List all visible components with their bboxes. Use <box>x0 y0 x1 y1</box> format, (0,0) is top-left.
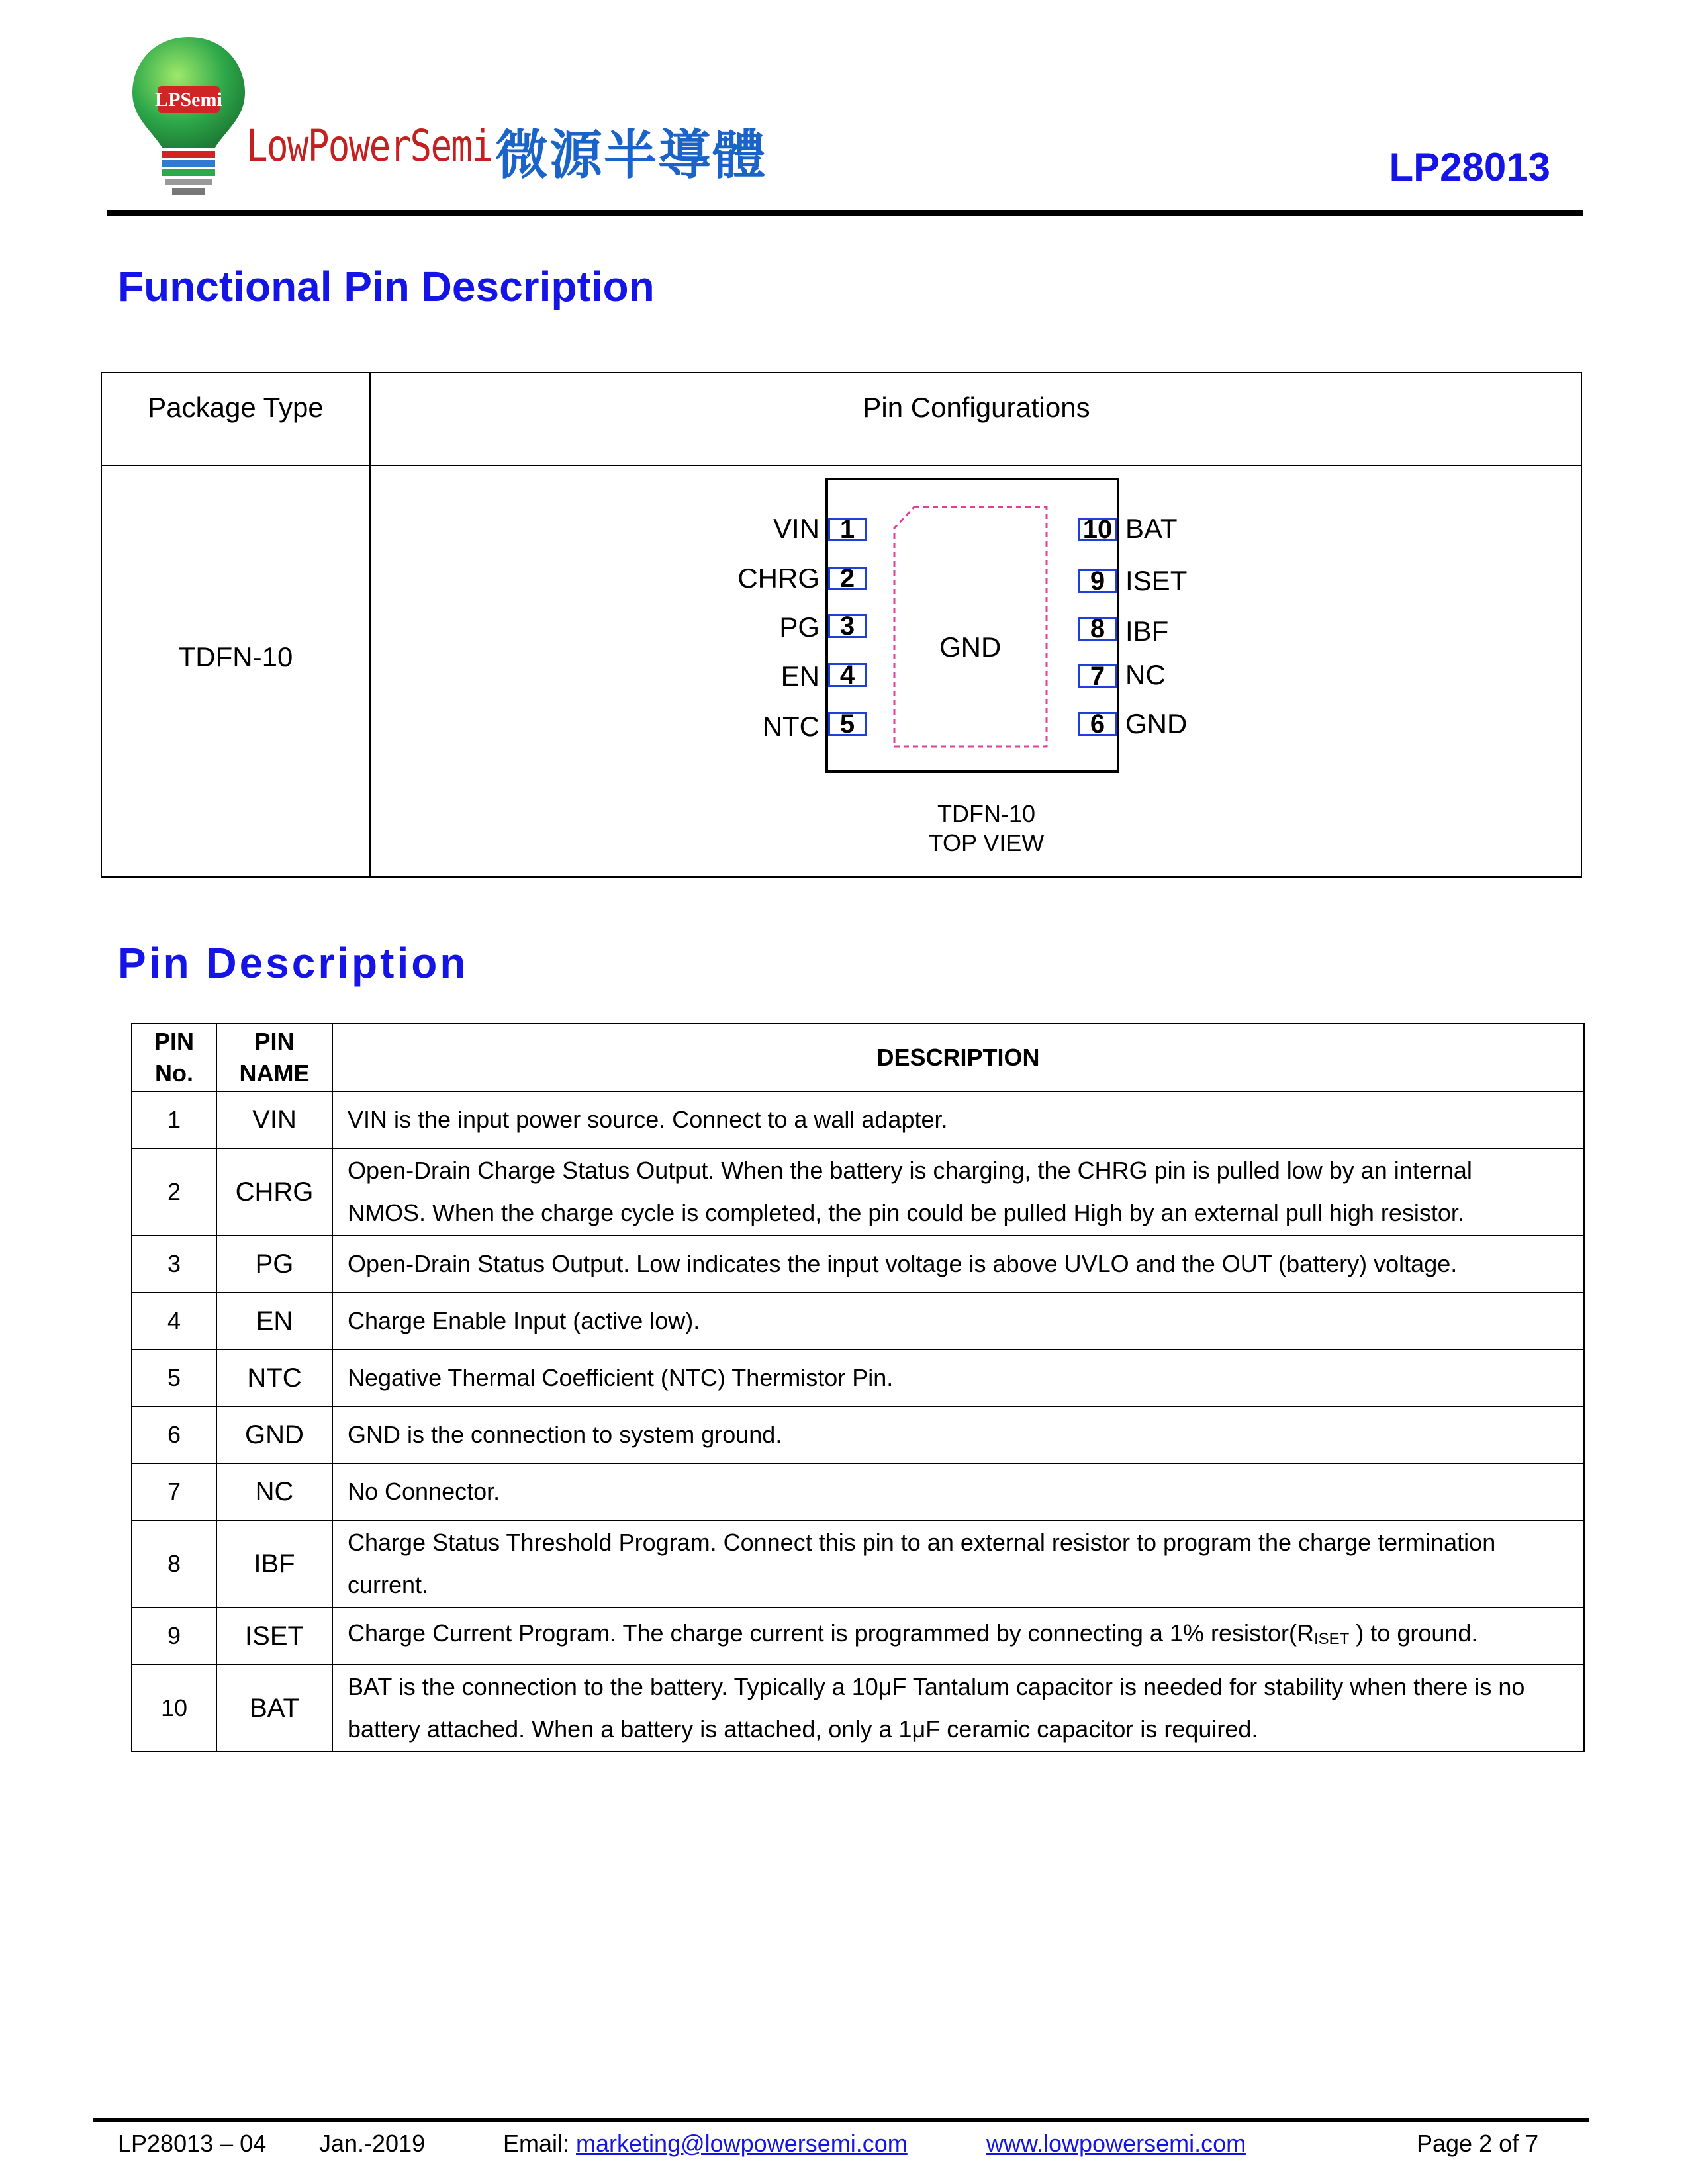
description-line: Open-Drain Status Output. Low indicates the input voltage is above UVLO and the OUT (battery) voltage. <box>348 1250 1458 1277</box>
pin-description <box>332 1463 1584 1520</box>
column-header-pin-configurations: Pin Configurations <box>863 392 1090 423</box>
pin-no: 5 <box>132 1349 216 1406</box>
pin-number-9: 9 <box>1078 569 1117 593</box>
table-row <box>132 1148 1584 1236</box>
table-row <box>132 1406 1584 1463</box>
pin-name: PG <box>216 1236 332 1293</box>
package-name: TDFN-10 <box>178 641 293 672</box>
pin-number-7: 7 <box>1078 664 1117 688</box>
pin-description <box>332 1091 1584 1148</box>
header-text: PIN <box>154 1028 194 1055</box>
pin-no: 10 <box>132 1664 216 1752</box>
header-text: No. <box>155 1060 193 1087</box>
caption-view: TOP VIEW <box>928 829 1045 856</box>
pin-description <box>332 1236 1584 1293</box>
pin-description <box>332 1293 1584 1349</box>
section-title-functional-pin-description: Functional Pin Description <box>118 263 655 310</box>
part-number: LP28013 <box>1389 145 1550 189</box>
pin-name: IBF <box>216 1520 332 1608</box>
pin-description <box>332 1148 1584 1236</box>
brand-name-chinese: 微源半導體 <box>495 124 767 186</box>
footer-email-label: Email: <box>503 2130 577 2157</box>
pin-number-8: 8 <box>1078 617 1117 641</box>
pin-name: ISET <box>216 1608 332 1664</box>
pin-no: 9 <box>132 1608 216 1664</box>
pin-no: 8 <box>132 1520 216 1608</box>
pin-label-en: EN <box>780 660 820 692</box>
pin-description <box>332 1349 1584 1406</box>
pin-number-1: 1 <box>828 518 867 541</box>
table-header-row <box>132 1024 1584 1091</box>
pin-label-bat: BAT <box>1125 513 1178 544</box>
caption-package: TDFN-10 <box>937 800 1035 827</box>
pin-label-iset: ISET <box>1125 565 1188 596</box>
pin-label-pg: PG <box>779 612 820 643</box>
column-header-pin-name <box>216 1024 332 1091</box>
description-line: Negative Thermal Coefficient (NTC) Thermistor Pin. <box>348 1364 894 1391</box>
diagram-caption <box>861 799 1112 858</box>
pin-no: 1 <box>132 1091 216 1148</box>
pin-name: VIN <box>216 1091 332 1148</box>
pin-no: 2 <box>132 1148 216 1236</box>
pin-label-ntc: NTC <box>762 711 820 742</box>
table-row <box>132 1349 1584 1406</box>
column-header-description: DESCRIPTION <box>332 1024 1584 1091</box>
pin-label-ibf: IBF <box>1125 615 1169 647</box>
description-text: Charge Current Program. The charge current is programmed by connecting a 1% resistor(R <box>348 1619 1314 1647</box>
table-divider <box>369 373 371 876</box>
chip-outline <box>825 478 1119 773</box>
brand-name-text: LowPowerSemi <box>246 120 492 171</box>
column-header-package-type: Package Type <box>148 392 324 423</box>
table-row <box>132 1236 1584 1293</box>
description-line <box>348 1612 1577 1661</box>
pin-number-10: 10 <box>1078 518 1117 541</box>
pin-label-chrg: CHRG <box>737 563 820 594</box>
table-row <box>132 1520 1584 1608</box>
pin-number-5: 5 <box>828 712 867 736</box>
column-header-pin-no <box>132 1024 216 1091</box>
brand-name-english <box>246 120 492 171</box>
website-link[interactable]: www.lowpowersemi.com <box>986 2130 1246 2157</box>
footer-date: Jan.-2019 <box>319 2130 426 2157</box>
pin-name: GND <box>216 1406 332 1463</box>
description-line: No Connector. <box>348 1478 500 1505</box>
description-line: Charge Status Threshold Program. Connect this pin to an external resistor to program the charge termination <box>348 1529 1496 1556</box>
pin-name: NC <box>216 1463 332 1520</box>
description-line: VIN is the input power source. Connect to a wall adapter. <box>348 1106 948 1133</box>
pin-label-vin: VIN <box>773 513 820 544</box>
pin-name: NTC <box>216 1349 332 1406</box>
pin-number-4: 4 <box>828 663 867 687</box>
pin-no: 3 <box>132 1236 216 1293</box>
description-line: current. <box>348 1571 429 1598</box>
pin-number-6: 6 <box>1078 712 1117 736</box>
pin-number-3: 3 <box>828 614 867 638</box>
pin-number-2: 2 <box>828 567 867 590</box>
description-line: battery attached. When a battery is attached, only a 1μF ceramic capacitor is required. <box>348 1715 1258 1743</box>
exposed-pad-outline <box>828 480 1117 770</box>
table-row <box>132 1091 1584 1148</box>
header-divider <box>107 210 1583 216</box>
description-line: NMOS. When the charge cycle is completed, the pin could be pulled High by an external pull high resistor. <box>348 1199 1464 1226</box>
pin-description <box>332 1608 1584 1664</box>
header-text: NAME <box>239 1060 310 1087</box>
table-row <box>132 1293 1584 1349</box>
logo-text: LPSemi <box>155 89 222 111</box>
pin-name: BAT <box>216 1664 332 1752</box>
pin-description <box>332 1406 1584 1463</box>
table-divider <box>102 465 1581 466</box>
description-line: BAT is the connection to the battery. Typically a 10μF Tantalum capacitor is needed for stability when there is no <box>348 1673 1525 1700</box>
pin-name: CHRG <box>216 1148 332 1236</box>
footer-doc-id: LP28013 – 04 <box>118 2130 267 2157</box>
header-text: PIN <box>254 1028 295 1055</box>
section-title-pin-description: Pin Description <box>118 939 469 987</box>
pin-label-nc: NC <box>1125 659 1166 690</box>
email-link[interactable]: marketing@lowpowersemi.com <box>576 2130 908 2157</box>
table-row <box>132 1608 1584 1664</box>
description-line: Open-Drain Charge Status Output. When the battery is charging, the CHRG pin is pulled low by an internal <box>348 1157 1472 1184</box>
pin-description-table <box>131 1023 1585 1752</box>
pin-no: 6 <box>132 1406 216 1463</box>
footer-divider <box>93 2118 1589 2122</box>
pin-no: 4 <box>132 1293 216 1349</box>
lpsemi-logo <box>126 32 252 197</box>
pin-name: EN <box>216 1293 332 1349</box>
pin-label-gnd: GND <box>1125 708 1188 739</box>
footer-email <box>503 2130 908 2158</box>
pin-no: 7 <box>132 1463 216 1520</box>
table-row <box>132 1664 1584 1752</box>
exposed-pad-label: GND <box>939 631 1002 662</box>
resistor-subscript: ISET <box>1313 1629 1350 1648</box>
description-line: GND is the connection to system ground. <box>348 1421 782 1448</box>
pin-description <box>332 1520 1584 1608</box>
table-row <box>132 1463 1584 1520</box>
description-line: Charge Enable Input (active low). <box>348 1307 700 1334</box>
footer-page-number: Page 2 of 7 <box>1417 2130 1539 2157</box>
pin-description <box>332 1664 1584 1752</box>
description-text: ) to ground. <box>1349 1619 1478 1647</box>
